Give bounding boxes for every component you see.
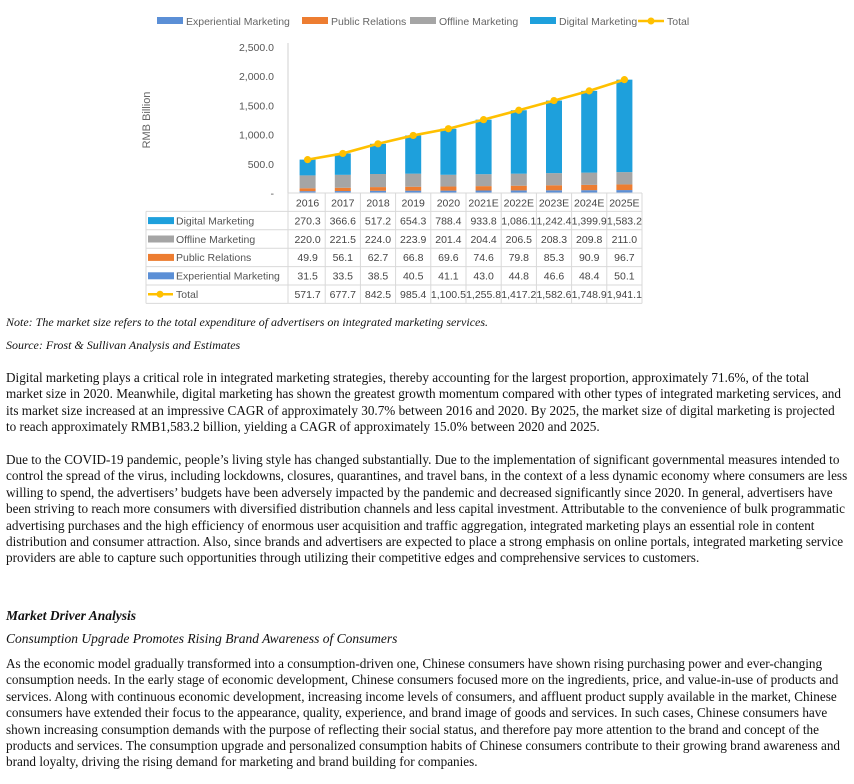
bar-public-relations-2025e bbox=[616, 184, 632, 190]
table-cell-total-2021e: 1,255.8 bbox=[466, 289, 502, 301]
bar-public-relations-2017 bbox=[335, 188, 351, 191]
bar-digital-marketing-2024e bbox=[581, 91, 597, 173]
category-label-2025e: 2025E bbox=[609, 197, 640, 210]
heading-consumption-upgrade: Consumption Upgrade Promotes Rising Brand Awareness of Consumers bbox=[6, 631, 398, 646]
total-point-2025e bbox=[621, 76, 628, 83]
bar-public-relations-2020 bbox=[440, 187, 456, 191]
bar-offline-marketing-2021e bbox=[476, 174, 492, 186]
total-point-2023e bbox=[550, 97, 557, 104]
bar-offline-marketing-2025e bbox=[616, 172, 632, 184]
legend-label-experiential-marketing: Experiential Marketing bbox=[186, 16, 290, 28]
y-tick-label: 1,500.0 bbox=[238, 100, 274, 113]
table-cell-total-2024e: 1,748.9 bbox=[571, 289, 607, 301]
y-tick-label: - bbox=[270, 188, 274, 200]
table-cell-public-relations-2020: 69.6 bbox=[438, 252, 459, 265]
table-cell-experiential-marketing-2023e: 46.6 bbox=[543, 270, 565, 283]
y-tick-label: 1,000.0 bbox=[238, 129, 274, 142]
table-cell-public-relations-2022e: 79.8 bbox=[508, 252, 530, 265]
paragraph-digital-marketing: Digital marketing plays a critical role in integrated marketing strategies, thereby accounting for the largest proportion, approximately 71.6%, of the total market size in 2020. Meanwhile, digital marketing has shown the greatest growth momentum compared with other types of integrated marketing services, and its market size increased at an impressive CAGR of approximately 30.7% between 2016 and 2020. By 2025, the market size of digital marketing is projected to reach approximately RMB1,583.2 billion, yielding a CAGR of approximately 15.0% between 2020 and 2025. bbox=[6, 370, 841, 435]
paragraph-covid-impact: Due to the COVID-19 pandemic, people’s living style has changed substantially. Due to the implementation of significant governmental measures intended to control the spread of the virus, including lockdowns, closures, quarantines, and travel bans, in the context of a less dynamic economy where consumers are less willing to spend, the advertisers’ budgets have been adversely impacted by the pandemic and decreased significantly since 2020. In general, advertisers have been striving to reach more consumers with diversified distribution channels and less capital investment. Attributable to the convenience of bulk programmatic advertising purchases and the high efficiency of enormous user acquisition and traffic aggregation, integrated marketing plays an essential role in content distribution and consumer attraction. Also, since brands and advertisers are expected to place a strong emphasis on online portals, integrated marketing service providers are able to capture such opportunities through utilizing their competitive edges and comprehensive services to customers. bbox=[6, 452, 848, 566]
table-cell-experiential-marketing-2019: 40.5 bbox=[402, 270, 424, 283]
category-label-2024e: 2024E bbox=[574, 197, 605, 210]
table-cell-experiential-marketing-2021e: 43.0 bbox=[473, 270, 494, 283]
legend-swatch-public-relations bbox=[302, 17, 328, 24]
legend-label-offline-marketing: Offline Marketing bbox=[439, 16, 519, 28]
table-cell-digital-marketing-2024e: 1,399.9 bbox=[571, 215, 607, 228]
total-point-2018 bbox=[374, 140, 381, 147]
total-point-2021e bbox=[480, 116, 487, 123]
y-tick-label: 500.0 bbox=[247, 158, 274, 171]
total-point-2020 bbox=[445, 125, 452, 132]
legend-label-public-relations: Public Relations bbox=[331, 16, 407, 28]
table-cell-public-relations-2025e: 96.7 bbox=[614, 252, 635, 265]
chart-svg bbox=[0, 0, 854, 308]
table-cell-digital-marketing-2020: 788.4 bbox=[435, 215, 462, 228]
table-cell-digital-marketing-2016: 270.3 bbox=[294, 215, 321, 228]
table-key-digital-marketing bbox=[148, 217, 174, 224]
table-cell-offline-marketing-2024e: 209.8 bbox=[576, 233, 603, 246]
table-cell-experiential-marketing-2025e: 50.1 bbox=[614, 270, 635, 283]
total-point-2019 bbox=[410, 132, 417, 139]
bar-public-relations-2021e bbox=[476, 186, 492, 190]
bar-offline-marketing-2018 bbox=[370, 174, 386, 187]
legend-swatch-experiential-marketing bbox=[157, 17, 183, 24]
table-key-public-relations bbox=[148, 254, 174, 261]
category-label-2021e: 2021E bbox=[468, 197, 499, 210]
table-cell-digital-marketing-2021e: 933.8 bbox=[470, 215, 497, 228]
y-tick-label: 2,000.0 bbox=[238, 71, 274, 84]
heading-market-driver: Market Driver Analysis bbox=[6, 608, 137, 623]
table-row-label-public-relations: Public Relations bbox=[176, 252, 252, 265]
table-cell-total-2025e: 1,941.1 bbox=[606, 289, 642, 301]
bar-digital-marketing-2018 bbox=[370, 144, 386, 174]
table-cell-total-2016: 571.7 bbox=[294, 289, 321, 301]
table-row-label-offline-marketing: Offline Marketing bbox=[176, 233, 256, 246]
table-cell-total-2022e: 1,417.2 bbox=[501, 289, 537, 301]
table-cell-experiential-marketing-2016: 31.5 bbox=[297, 270, 318, 283]
bar-public-relations-2023e bbox=[546, 185, 562, 190]
total-point-2016 bbox=[304, 156, 311, 163]
table-cell-public-relations-2023e: 85.3 bbox=[543, 252, 565, 265]
table-row-label-digital-marketing: Digital Marketing bbox=[176, 215, 255, 228]
table-cell-digital-marketing-2022e: 1,086.1 bbox=[501, 215, 537, 228]
market-size-chart bbox=[0, 0, 854, 308]
category-label-2022e: 2022E bbox=[503, 197, 534, 210]
legend-swatch-offline-marketing bbox=[410, 17, 436, 24]
table-row-label-experiential-marketing: Experiential Marketing bbox=[176, 270, 280, 283]
bar-offline-marketing-2020 bbox=[440, 175, 456, 187]
table-cell-experiential-marketing-2017: 33.5 bbox=[332, 270, 354, 283]
table-key-marker-total bbox=[157, 291, 164, 298]
category-label-2017: 2017 bbox=[331, 197, 355, 210]
table-cell-digital-marketing-2023e: 1,242.4 bbox=[536, 215, 572, 228]
chart-note: Note: The market size refers to the total expenditure of advertisers on integrated marketing services. bbox=[6, 315, 489, 329]
table-cell-digital-marketing-2017: 366.6 bbox=[329, 215, 356, 228]
table-key-offline-marketing bbox=[148, 236, 174, 243]
bar-digital-marketing-2020 bbox=[440, 129, 456, 175]
table-cell-digital-marketing-2025e: 1,583.2 bbox=[606, 215, 642, 228]
chart-source: Source: Frost & Sullivan Analysis and Estimates bbox=[6, 338, 241, 352]
table-cell-digital-marketing-2019: 654.3 bbox=[400, 215, 427, 228]
table-cell-public-relations-2016: 49.9 bbox=[297, 252, 318, 265]
table-cell-public-relations-2017: 56.1 bbox=[332, 252, 354, 265]
bar-digital-marketing-2019 bbox=[405, 135, 421, 173]
total-point-2022e bbox=[515, 107, 522, 114]
bar-digital-marketing-2025e bbox=[616, 80, 632, 172]
table-cell-total-2019: 985.4 bbox=[400, 289, 427, 301]
table-cell-offline-marketing-2018: 224.0 bbox=[364, 233, 392, 246]
table-key-experiential-marketing bbox=[148, 272, 174, 279]
table-cell-public-relations-2024e: 90.9 bbox=[578, 252, 600, 265]
bar-offline-marketing-2016 bbox=[300, 175, 316, 188]
bar-public-relations-2024e bbox=[581, 185, 597, 190]
table-cell-offline-marketing-2016: 220.0 bbox=[294, 233, 321, 246]
table-cell-experiential-marketing-2022e: 44.8 bbox=[508, 270, 530, 283]
table-cell-total-2017: 677.7 bbox=[329, 289, 356, 301]
bar-public-relations-2016 bbox=[300, 188, 316, 191]
table-row-label-total: Total bbox=[176, 289, 199, 301]
bar-offline-marketing-2019 bbox=[405, 174, 421, 187]
table-cell-total-2020: 1,100.5 bbox=[430, 289, 466, 301]
bar-offline-marketing-2017 bbox=[335, 175, 351, 188]
category-label-2018: 2018 bbox=[366, 197, 390, 210]
bar-digital-marketing-2023e bbox=[546, 101, 562, 174]
legend-label-digital-marketing: Digital Marketing bbox=[559, 16, 638, 28]
table-cell-offline-marketing-2021e: 204.4 bbox=[470, 233, 497, 246]
table-cell-offline-marketing-2019: 223.9 bbox=[400, 233, 427, 246]
legend-label-total: Total bbox=[667, 16, 690, 28]
table-cell-digital-marketing-2018: 517.2 bbox=[364, 215, 392, 228]
table-cell-offline-marketing-2020: 201.4 bbox=[435, 233, 462, 246]
bar-offline-marketing-2023e bbox=[546, 173, 562, 185]
table-cell-offline-marketing-2025e: 211.0 bbox=[611, 233, 638, 246]
bar-offline-marketing-2022e bbox=[511, 174, 527, 186]
total-line bbox=[308, 80, 625, 160]
table-cell-total-2023e: 1,582.6 bbox=[536, 289, 572, 301]
bar-offline-marketing-2024e bbox=[581, 173, 597, 185]
table-cell-experiential-marketing-2018: 38.5 bbox=[367, 270, 389, 283]
category-label-2020: 2020 bbox=[436, 197, 461, 210]
table-cell-offline-marketing-2023e: 208.3 bbox=[540, 233, 568, 246]
paragraph-consumption-upgrade: As the economic model gradually transformed into a consumption-driven one, Chinese consumers have shown rising purchasing power and ever-changing consumption needs. In the early stage of economic development, Chinese consumers focused more on the ingredients, price, and value-in-use of products and services. Along with continuous economic development, increasing income levels of consumers, and affluent product supply available in the market, Chinese consumers have extended their focus to the appearance, quality, experience, and brand image of goods and services. In such cases, Chinese consumers have shown increasing consumption demands with the purpose of reflecting their social status, and therefore pay more attention to the brand and concept of the products and services. The consumption upgrade and personalized consumption habits of Chinese consumers contribute to their growing brand awareness and brand loyalty, driving the rising demand for marketing and brand building for companies. bbox=[6, 656, 841, 770]
bar-public-relations-2018 bbox=[370, 187, 386, 191]
bar-public-relations-2022e bbox=[511, 186, 527, 191]
legend-swatch-digital-marketing bbox=[530, 17, 556, 24]
table-cell-experiential-marketing-2024e: 48.4 bbox=[578, 270, 600, 283]
table-cell-experiential-marketing-2020: 41.1 bbox=[438, 270, 459, 283]
legend-marker-total bbox=[648, 18, 655, 25]
table-cell-public-relations-2019: 66.8 bbox=[402, 252, 424, 265]
category-label-2019: 2019 bbox=[401, 197, 425, 210]
total-point-2017 bbox=[339, 150, 346, 157]
total-point-2024e bbox=[586, 87, 593, 94]
table-cell-offline-marketing-2017: 221.5 bbox=[329, 233, 356, 246]
bar-digital-marketing-2022e bbox=[511, 110, 527, 173]
bar-digital-marketing-2021e bbox=[476, 120, 492, 175]
table-cell-total-2018: 842.5 bbox=[364, 289, 392, 301]
bar-public-relations-2019 bbox=[405, 187, 421, 191]
table-cell-public-relations-2018: 62.7 bbox=[367, 252, 389, 265]
table-cell-offline-marketing-2022e: 206.5 bbox=[505, 233, 532, 246]
category-label-2016: 2016 bbox=[295, 197, 320, 210]
category-label-2023e: 2023E bbox=[538, 197, 570, 210]
y-axis-title: RMB Billion bbox=[141, 91, 153, 149]
table-cell-public-relations-2021e: 74.6 bbox=[473, 252, 494, 265]
y-tick-label: 2,500.0 bbox=[238, 42, 274, 54]
